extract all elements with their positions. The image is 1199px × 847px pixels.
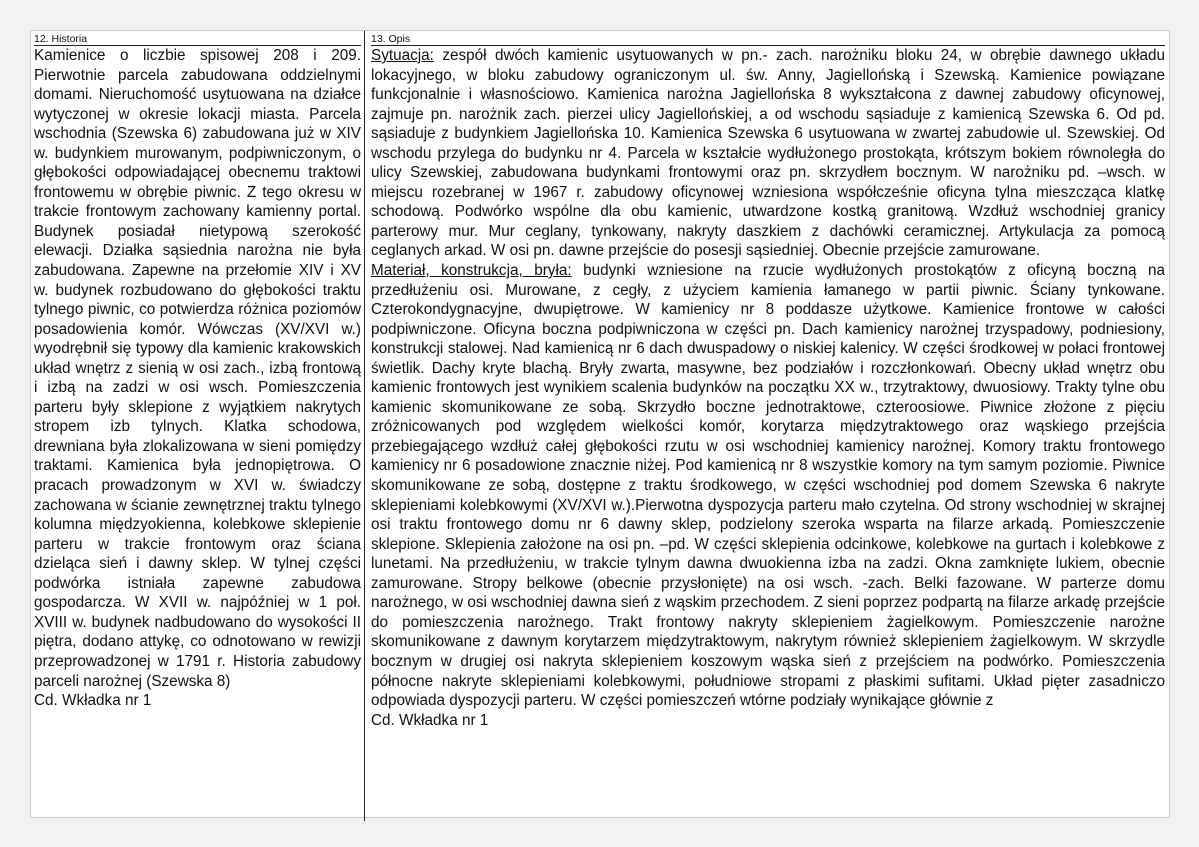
history-header: 12. Historia	[34, 31, 361, 46]
history-body: Kamienice o liczbie spisowej 208 i 209. Pierwotnie parcela zabudowana oddzielnymi domami. Nieruchomość usytuowana na działce wytyczonej w okresie lokacji miasta. Parcela wschodnia (Szewska 6) zabudowana już w XIV w. budynkiem murowanym, podpiwniczonym, o głębokości odpowiadającej obecnemu traktowi frontowemu w obrębie piwnic. Z tego okresu w trakcie frontowym zachowany kamienny portal. Budynek posiadał nietypową szerokość elewacji. Działka sąsiednia narożna nie była zabudowana. Zapewne na przełomie XIV i XV w. budynek rozbudowano do głębokości traktu tylnego piwnic, co potwierdza różnica poziomów posadowienia komór. Wówczas (XV/XVI w.) wyodrębnił się typowy dla kamienic krakowskich układ wnętrz z sienią w osi zach., izbą frontową i izbą na zadzi w osi wsch. Pomieszczenia parteru były sklepione z wyjątkiem nakrytych stropem izb tylnych. Klatka schodowa, drewniana była zlokalizowana w sieni pomiędzy traktami. Kamienica była jednopiętrowa. O pracach prowadzonym w XVI w. świadczy zachowana w ścianie zewnętrznej traktu tylnego kolumna międzyokienna, kolebkowe sklepienie parteru w trakcie frontowym oraz ściana dzieląca sień i dawny sklep. W tylnej części podwórka istniała zapewne zabudowa gospodarcza. W XVII w. najpóźniej w 1 poł. XVIII w. budynek nadbudowano do wysokości II piętra, dodano attykę, co odnotowano w rewizji przeprowadzonej w 1791 r. Historia zabudowy parceli narożnej (Szewska 8)	[34, 47, 361, 690]
description-header: 13. Opis	[371, 31, 1165, 46]
document-sheet	[30, 30, 1170, 818]
material-label: Materiał, konstrukcja, bryła:	[371, 262, 572, 280]
material-paragraph	[371, 261, 1165, 730]
column-divider	[364, 31, 365, 821]
situation-label: Sytuacja:	[371, 47, 434, 64]
history-text	[34, 46, 361, 711]
situation-text: zespół dwóch kamienic usytuowanych w pn.- zach. narożniku bloku 24, w obrębie dawnego układu lokacyjnego, w bloku zabudowy ograniczonym ul. św. Anny, Jagiellońską i Szewską. Kamienice powiązane funkcjonalnie i własnościowo. Kamienica narożna Jagiellońska 8 wykształcona z dawnej zabudowy oficynowej, zajmuje pn. narożnik zach. pierzei ulicy Jagiellońskiej, a od wschodu sąsiaduje z kamienicą Szewska 6. Od pd. sąsiaduje z budynkiem Jagiellońska 10. Kamienica Szewska 6 usytuowana w zwartej zabudowie ul. Szewskiej. Od wschodu przylega do budynku nr 4. Parcela w kształcie wydłużonego prostokąta, krótszym bokiem równoległa do ulicy Szewskiej, zabudowana budynkami frontowymi oraz pn. skrzydłem bocznym. W narożniku pd. –wsch. w miejscu rozebranej w 1967 r. zabudowy oficynowej wzniesiona współcześnie oficyna tylna mieszcząca klatkę schodową. Podwórko wspólne dla obu kamienic, utwardzone kostką granitową. Wzdłuż wschodniej granicy parterowy mur. Mur ceglany, tynkowany, nakryty daszkiem z dachówki ceramicznej. Artykulacja za pomocą ceglanych arkad. W osi pn. dawne przejście do posesji sąsiedniej. Obecnie przejście zamurowane.	[371, 47, 1165, 260]
situation-paragraph	[371, 46, 1165, 261]
description-column	[367, 31, 1169, 817]
history-column	[31, 31, 364, 817]
description-continuation-ref: Cd. Wkładka nr 1	[371, 711, 489, 729]
history-continuation-ref: Cd. Wkładka nr 1	[34, 692, 152, 710]
material-text: budynki wzniesione na rzucie wydłużonych prostokątów z oficyną boczną na przedłużeniu osi. Murowane, z cegły, z użyciem kamienia łamanego w partii piwnic. Ściany tynkowane. Czterokondygnacyjne, dwupiętrowe. W kamienicy nr 8 poddasze użytkowe. Kamienice frontowe w całości podpiwniczone. Oficyna boczna podpiwniczona w części pn. Dach kamienicy narożnej trzyspadowy, podniesiony, konstrukcji stalowej. Nad kamienicą nr 6 dach dwuspadowy o niskiej kalenicy. W części środkowej w połaci frontowej świetlik. Dachy kryte blachą. Bryły zwarta, masywne, bez podziałów i rozczłonkowań. Obecny układ wnętrz obu kamienic frontowych jest wynikiem scalenia budynków na początku XX w., trzytraktowy, dwuosiowy. Trakty tylne obu kamienic skomunikowane ze sobą. Skrzydło boczne jednotraktowe, czteroosiowe. Piwnice złożone z pięciu zróżnicowanych pod względem wielkości komór, korytarza międzytraktowego oraz wąskiego przejścia przebiegającego wzdłuż całej głębokości rzutu w osi wschodniej kamienicy narożnej. Komory traktu frontowego kamienicy nr 6 posadowione znacznie niżej. Pod kamienicą nr 8 wszystkie komory na tym samym poziomie. Piwnice skomunikowane ze sobą, dostępne z traktu środkowego, w części wschodniej pod domem Szewska 6 nakryte sklepieniami kolebkowymi (XV/XVI w.).Pierwotna dyspozycja parteru mało czytelna. Od strony wschodniej w skrajnej osi traktu frontowego domu nr 6 dawny sklep, podzielony szeroka wsparta na filarze arkadą. Pomieszczenie sklepione. Sklepienia założone na osi pn. –pd. W części sklepienia odcinkowe, kolebkowe na gurtach i kolebkowe z lunetami. Na przedłużeniu, w trakcie tylnym dawna dwuokienna izba na zadzi. Okna zamknięte lukiem, obecnie zamurowane. Stropy belkowe (obecnie przysłonięte) na osi wsch. -zach. Belki fazowane. W parterze domu narożnego, w osi wschodniej dawna sień z wąskim przechodem. Z sieni poprzez podpartą na filarze arkadę przejście do pomieszczenia narożnego. Trakt frontowy nakryty sklepieniem żagielkowym. Pomieszczenie narożne skomunikowane z dawnym korytarzem międzytraktowym, nakrytym również sklepieniem żagielkowym. W skrzydle bocznym w drugiej osi nakryta sklepieniem koszowym wąska sień z przejściem na podwórko. Pomieszczenia północne nakryte sklepieniami kolebkowymi, południowe stropami z płaskimi sufitami. Układ pięter zasadniczo odpowiada dyspozycji parteru. W części pomieszczeń wtórne podziały wynikające głównie z	[371, 262, 1165, 710]
